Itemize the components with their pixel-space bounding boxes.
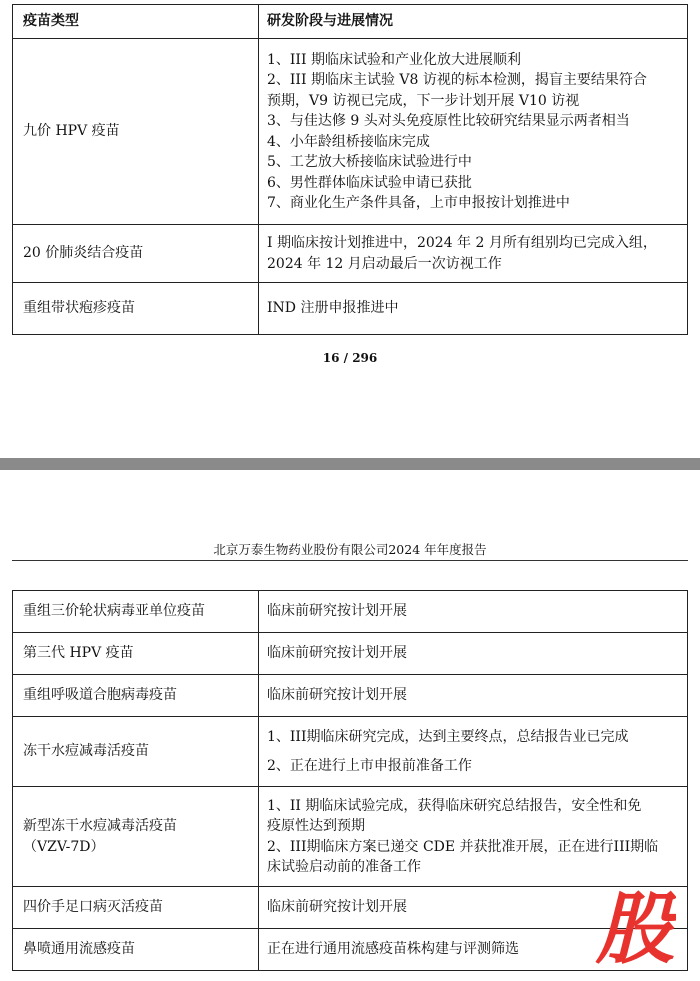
vaccine-name <box>13 787 259 887</box>
vaccine-name-line: 重组呼吸道合胞病毒疫苗 <box>23 687 177 704</box>
header-progress: 研发阶段与进展情况 <box>259 5 688 39</box>
vaccine-name <box>13 633 259 675</box>
table-row <box>13 929 688 971</box>
progress-line: 临床前研究按计划开展 <box>267 899 407 916</box>
vaccine-progress <box>259 39 688 225</box>
progress-line: 7、商业化生产条件具备，上市申报按计划推进中 <box>267 195 570 211</box>
table-row <box>13 39 688 225</box>
table-row <box>13 887 688 929</box>
vaccine-name-line: 冻干水痘减毒活疫苗 <box>23 743 149 760</box>
vaccine-progress <box>259 225 688 283</box>
progress-line: 疫原性达到预期 <box>267 818 365 834</box>
table-row <box>13 675 688 717</box>
progress-line: IND 注册申报推进中 <box>267 300 399 317</box>
progress-line: 5、工艺放大桥接临床试验进行中 <box>267 154 472 170</box>
table-row <box>13 717 688 787</box>
vaccine-progress <box>259 633 688 675</box>
page-number: 16 / 296 <box>322 351 378 365</box>
vaccine-name <box>13 591 259 633</box>
table-header-row <box>13 5 688 39</box>
vaccine-name-line: 第三代 HPV 疫苗 <box>23 645 134 662</box>
table-row <box>13 633 688 675</box>
progress-line: 3、与佳达修 9 头对头免疫原性比较研究结果显示两者相当 <box>267 113 630 129</box>
progress-line: 临床前研究按计划开展 <box>267 645 407 662</box>
report-title: 北京万泰生物药业股份有限公司2024 年年度报告 <box>213 542 487 557</box>
progress-line: 1、III期临床研究完成，达到主要终点，总结报告业已完成 <box>267 728 629 745</box>
progress-line: 临床前研究按计划开展 <box>267 603 407 620</box>
progress-line: 临床前研究按计划开展 <box>267 687 407 704</box>
vaccine-name-line: 新型冻干水痘减毒活疫苗 <box>23 818 177 834</box>
vaccine-name: 20 价肺炎结合疫苗 <box>13 225 259 283</box>
vaccine-name-line: 四价手足口病灭活疫苗 <box>23 899 163 916</box>
vaccine-progress <box>259 717 688 787</box>
vaccine-name <box>13 675 259 717</box>
progress-line: 1、II 期临床试验完成，获得临床研究总结报告，安全性和免 <box>267 797 642 814</box>
vaccine-progress <box>259 591 688 633</box>
watermark-logo <box>594 888 676 968</box>
vaccine-name <box>13 717 259 787</box>
table-row <box>13 225 688 283</box>
vaccine-name: 重组带状疱疹疫苗 <box>13 283 259 335</box>
progress-line: 6、男性群体临床试验申请已获批 <box>267 174 472 191</box>
vaccine-progress <box>259 283 688 335</box>
progress-line: I 期临床按计划推进中，2024 年 2 月所有组别均已完成入组， <box>267 235 657 251</box>
progress-line: 2、正在进行上市申报前准备工作 <box>267 758 472 774</box>
progress-line: 2024 年 12 月启动最后一次访视工作 <box>267 255 502 272</box>
progress-line: 正在进行通用流感疫苗株构建与评测筛选 <box>267 941 519 958</box>
table-row <box>13 591 688 633</box>
header-vaccine-type: 疫苗类型 <box>13 5 259 39</box>
vaccine-table-page1 <box>12 4 688 335</box>
vaccine-table-page2 <box>12 590 688 971</box>
progress-line: 2、III期临床方案已递交 CDE 并获批准开展，正在进行III期临 <box>267 838 659 855</box>
table-row <box>13 787 688 887</box>
header-rule <box>12 560 688 561</box>
progress-line: 2、III 期临床主试验 V8 访视的标本检测，揭盲主要结果符合 <box>267 72 647 88</box>
page-divider <box>0 458 700 470</box>
watermark-glyph: 股 <box>595 888 675 968</box>
vaccine-name <box>13 887 259 929</box>
vaccine-name-line: （VZV-7D） <box>23 838 105 855</box>
vaccine-name-line: 重组三价轮状病毒亚单位疫苗 <box>23 603 205 620</box>
vaccine-progress <box>259 787 688 887</box>
table-row <box>13 283 688 335</box>
progress-line: 床试验启动前的准备工作 <box>267 859 421 875</box>
vaccine-name <box>13 929 259 971</box>
progress-line: 1、III 期临床试验和产业化放大进展顺利 <box>267 51 521 68</box>
vaccine-name: 九价 HPV 疫苗 <box>13 39 259 225</box>
vaccine-progress <box>259 675 688 717</box>
vaccine-name-line: 鼻喷通用流感疫苗 <box>23 941 135 958</box>
progress-line: 4、小年龄组桥接临床完成 <box>267 133 430 150</box>
progress-line: 预期，V9 访视已完成，下一步计划开展 V10 访视 <box>267 92 580 109</box>
